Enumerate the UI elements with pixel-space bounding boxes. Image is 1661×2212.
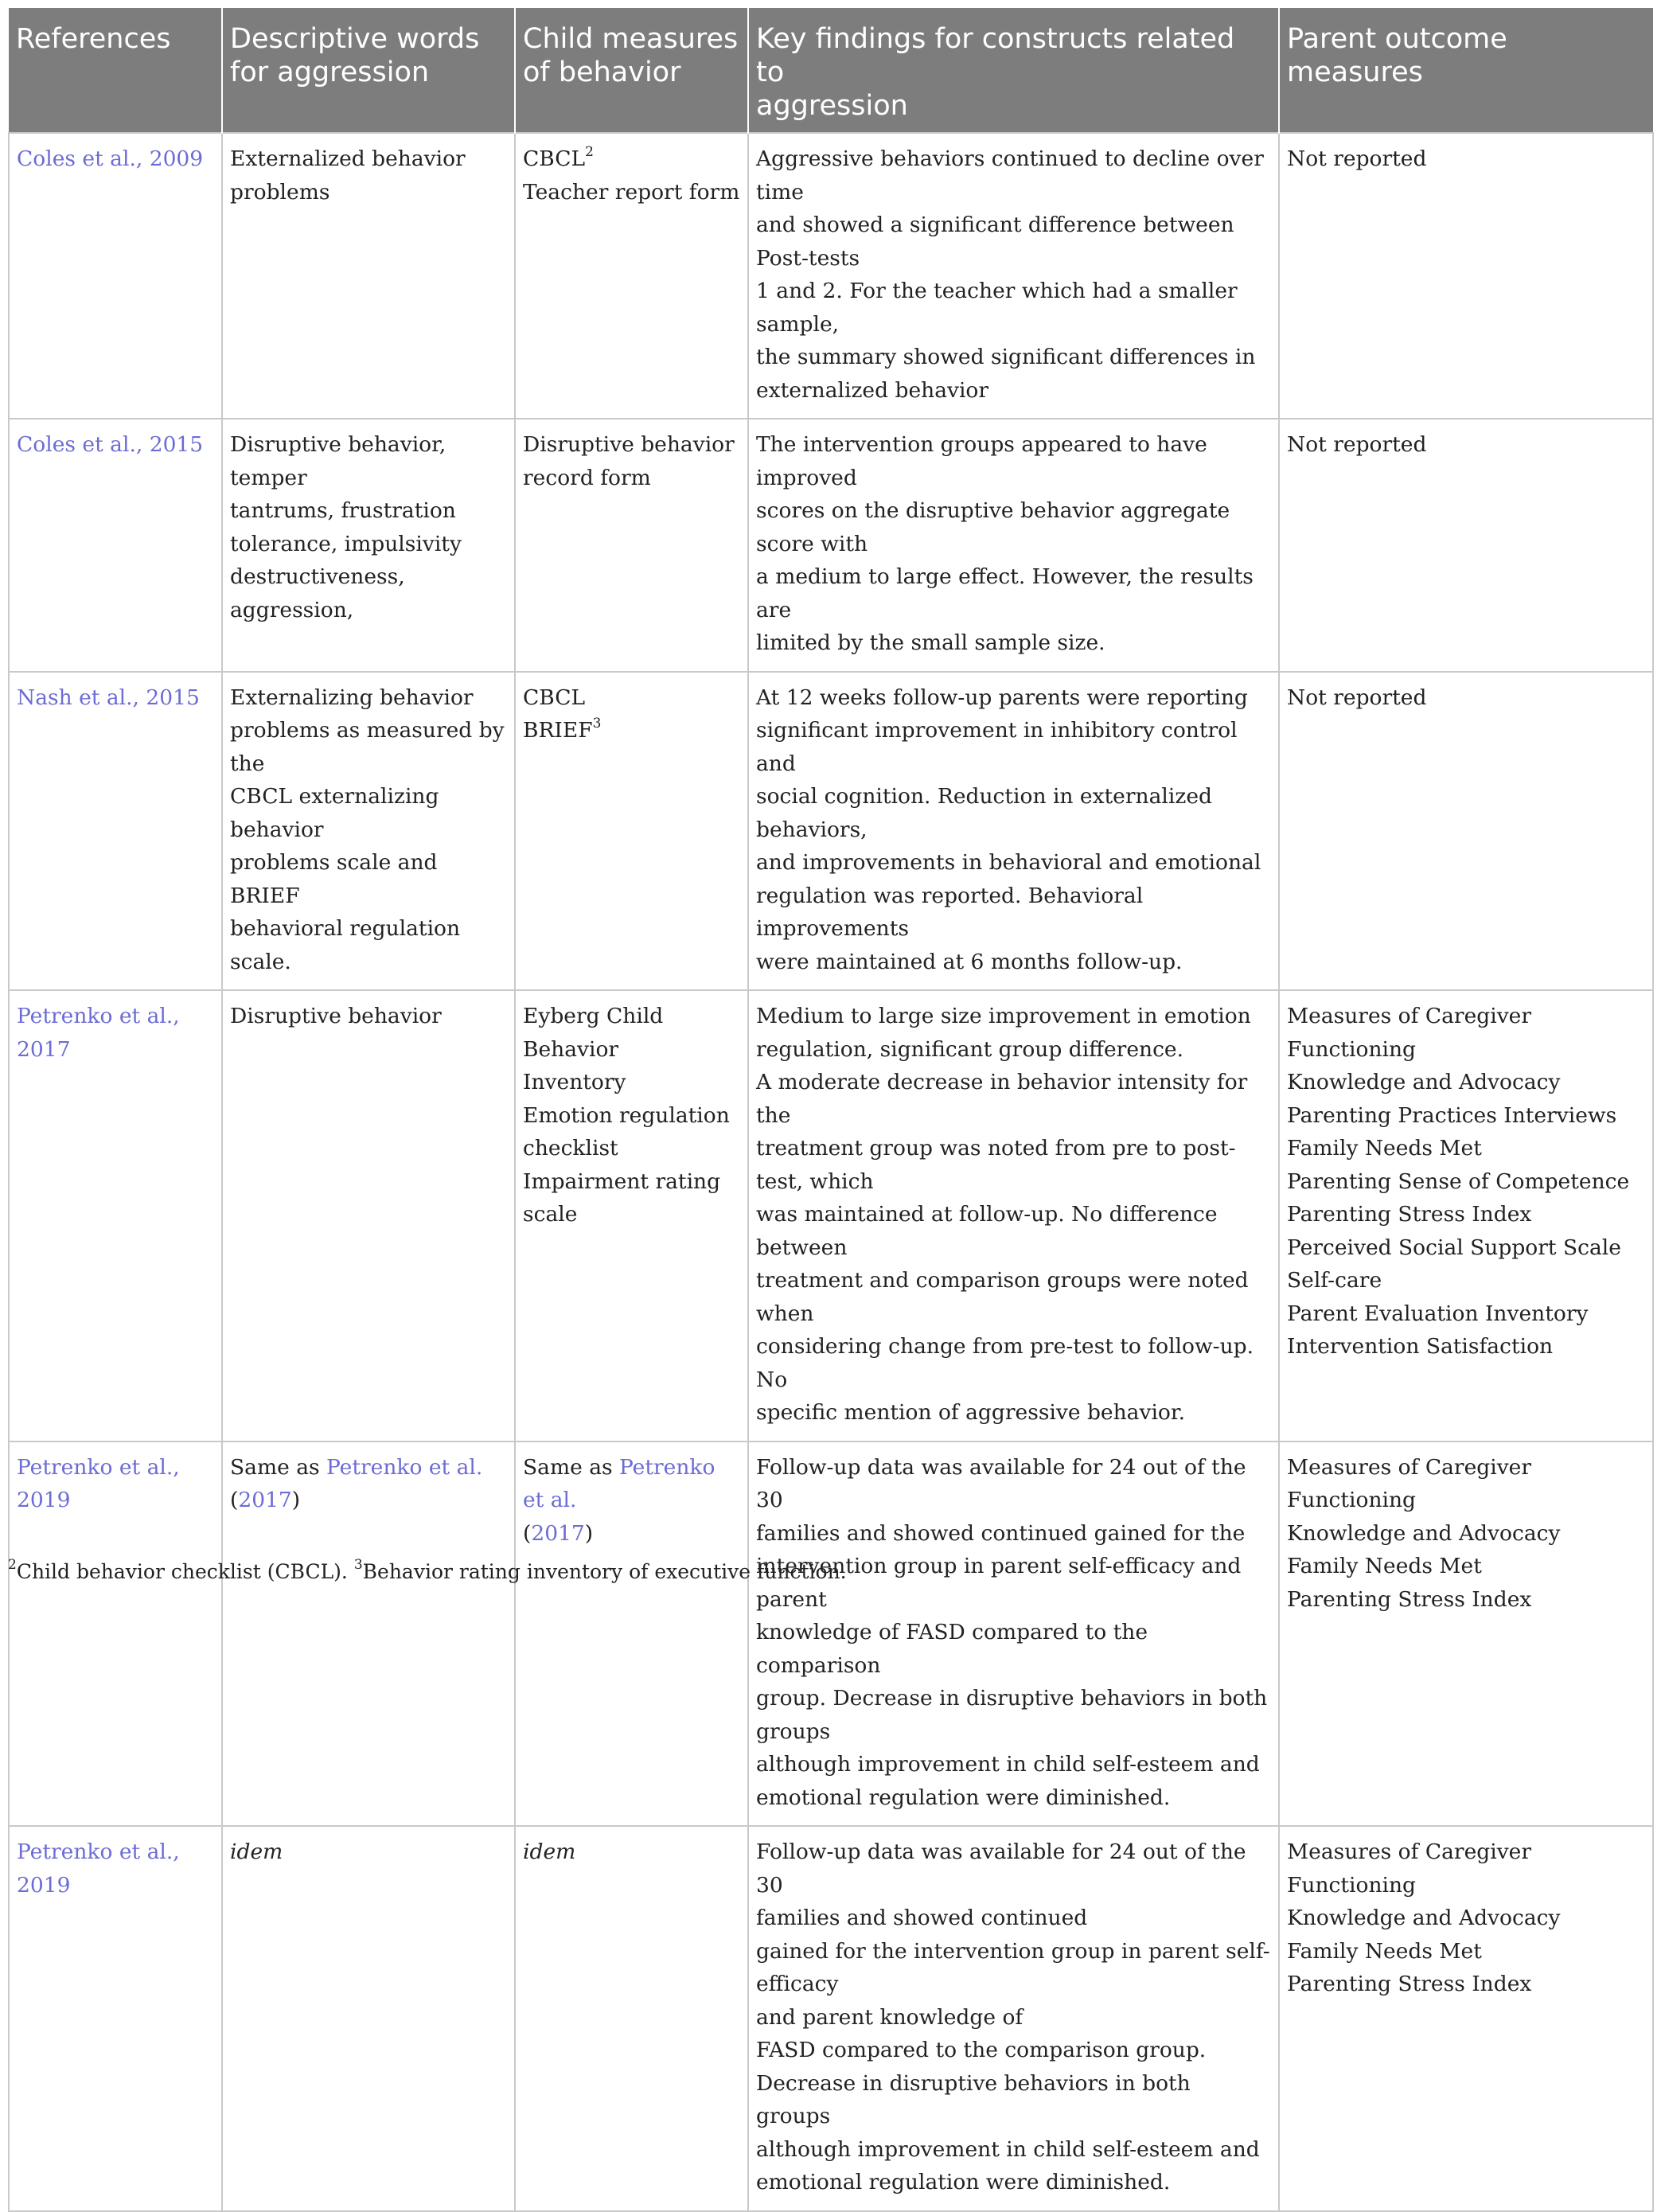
table-footnote: $^2$Child behavior checklist (CBCL). $^3$Behavior rating inventory of executive function. (8, 1557, 847, 1583)
reference-cell (9, 1826, 222, 2211)
header-references: References (9, 8, 222, 133)
reference-link[interactable]: Coles et al., 2015 (17, 432, 204, 457)
results-table (8, 8, 1654, 2212)
findings-cell: The intervention groups appeared to have improved scores on the disruptive behavior aggregate score with a medium to large effect. However, the results are limited by the small sample size. (748, 419, 1279, 672)
footnote-marker: 3 (592, 716, 602, 731)
child-measures-cell: Eyberg Child Behavior Inventory Emotion regulation checklist Impairment rating scale (515, 990, 748, 1442)
table-row (9, 1826, 1653, 2211)
footnote-marker: 2 (585, 144, 594, 160)
header-row (9, 8, 1653, 133)
parent-outcome-cell: Measures of Caregiver Functioning Knowledge and Advocacy Parenting Practices Interviews Family Needs Met Parenting Sense of Competence Parenting Stress Index Perceived Social Support Scale Self-care Parent Evaluation Inventory Intervention Satisfaction (1279, 990, 1653, 1442)
child-measures-cell: CBCL BRIEF$^3$ (515, 672, 748, 991)
reference-cell (9, 1442, 222, 1827)
findings-cell: Medium to large size improvement in emotion regulation, significant group difference. A moderate decrease in behavior intensity for the treatment group was noted from pre to post-test, which was maintained at follow-up. No difference between treatment and comparison groups were noted when considering change from pre-test to follow-up. No specific mention of aggressive behavior. (748, 990, 1279, 1442)
parent-outcome-cell: Measures of Caregiver Functioning Knowledge and Advocacy Family Needs Met Parenting Stress Index (1279, 1442, 1653, 1827)
reference-link[interactable]: Nash et al., 2015 (17, 685, 200, 710)
citation-link[interactable]: Petrenko et al. (326, 1454, 483, 1480)
citation-year-link[interactable]: 2017 (238, 1488, 292, 1512)
table-row (9, 133, 1653, 419)
descriptive-cell: Externalizing behavior problems as measured by the CBCL externalizing behavior problems scale and BRIEF behavioral regulation scale. (222, 672, 515, 991)
findings-cell: Follow-up data was available for 24 out of the 30 families and showed continued gained for the intervention group in parent self-efficacy and parent knowledge of FASD compared to the comparison group. Decrease in disruptive behaviors in both groups although improvement in child self-esteem and emotional regulation were diminished. (748, 1442, 1279, 1827)
parent-outcome-cell: Not reported (1279, 133, 1653, 419)
findings-cell: At 12 weeks follow-up parents were reporting significant improvement in inhibitory control and social cognition. Reduction in externalized behaviors, and improvements in behavioral and emotional regulation was reported. Behavioral improvements were maintained at 6 months follow-up. (748, 672, 1279, 991)
citation-year-link[interactable]: 2017 (531, 1520, 585, 1546)
header-parent-outcome: Parent outcome measures (1279, 8, 1653, 133)
reference-link[interactable]: Petrenko et al., 2017 (17, 1004, 180, 1062)
findings-cell: Aggressive behaviors continued to decline over time and showed a significant difference between Post-tests 1 and 2. For the teacher which had a smaller sample, the summary showed significant differences in externalized behavior (748, 133, 1279, 419)
child-measures-cell: idem (515, 1826, 748, 2211)
findings-cell: Follow-up data was available for 24 out of the 30 families and showed continued gained for the intervention group in parent self-efficacy and parent knowledge of FASD compared to the comparison group. Decrease in disruptive behaviors in both groups although improvement in child self-esteem and emotional regulation were diminished. (748, 1826, 1279, 2211)
reference-link[interactable]: Petrenko et al., 2019 (17, 1839, 180, 1898)
child-measures-cell: Disruptive behavior record form (515, 419, 748, 672)
footnote-marker: 2 (8, 1557, 17, 1573)
parent-outcome-cell: Not reported (1279, 672, 1653, 991)
reference-cell (9, 672, 222, 991)
reference-cell (9, 419, 222, 672)
parent-outcome-cell: Measures of Caregiver Functioning Knowledge and Advocacy Family Needs Met Parenting Stress Index (1279, 1826, 1653, 2211)
table-row (9, 1442, 1653, 1827)
descriptive-cell: Same as Petrenko et al. (2017) (222, 1442, 515, 1827)
parent-outcome-cell: Not reported (1279, 419, 1653, 672)
reference-link[interactable]: Petrenko et al., 2019 (17, 1454, 180, 1512)
header-descriptive-words: Descriptive words for aggression (222, 8, 515, 133)
reference-cell (9, 990, 222, 1442)
descriptive-cell: Disruptive behavior, temper tantrums, frustration tolerance, impulsivity destructiveness, aggression, (222, 419, 515, 672)
table-row (9, 990, 1653, 1442)
footnote-marker: 3 (353, 1557, 363, 1573)
table-row (9, 419, 1653, 672)
reference-cell (9, 133, 222, 419)
descriptive-cell: Externalized behavior problems (222, 133, 515, 419)
child-measures-cell: Same as Petrenko et al. (2017) (515, 1442, 748, 1827)
reference-link[interactable]: Coles et al., 2009 (17, 146, 204, 171)
descriptive-cell: idem (222, 1826, 515, 2211)
child-measures-cell: CBCL$^2$ Teacher report form (515, 133, 748, 419)
citation-link[interactable]: Petrenko et al. (523, 1454, 715, 1512)
header-child-measures: Child measures of behavior (515, 8, 748, 133)
header-key-findings: Key findings for constructs related to aggression (748, 8, 1279, 133)
table-container (8, 8, 1652, 2212)
table-row (9, 672, 1653, 991)
descriptive-cell: Disruptive behavior (222, 990, 515, 1442)
